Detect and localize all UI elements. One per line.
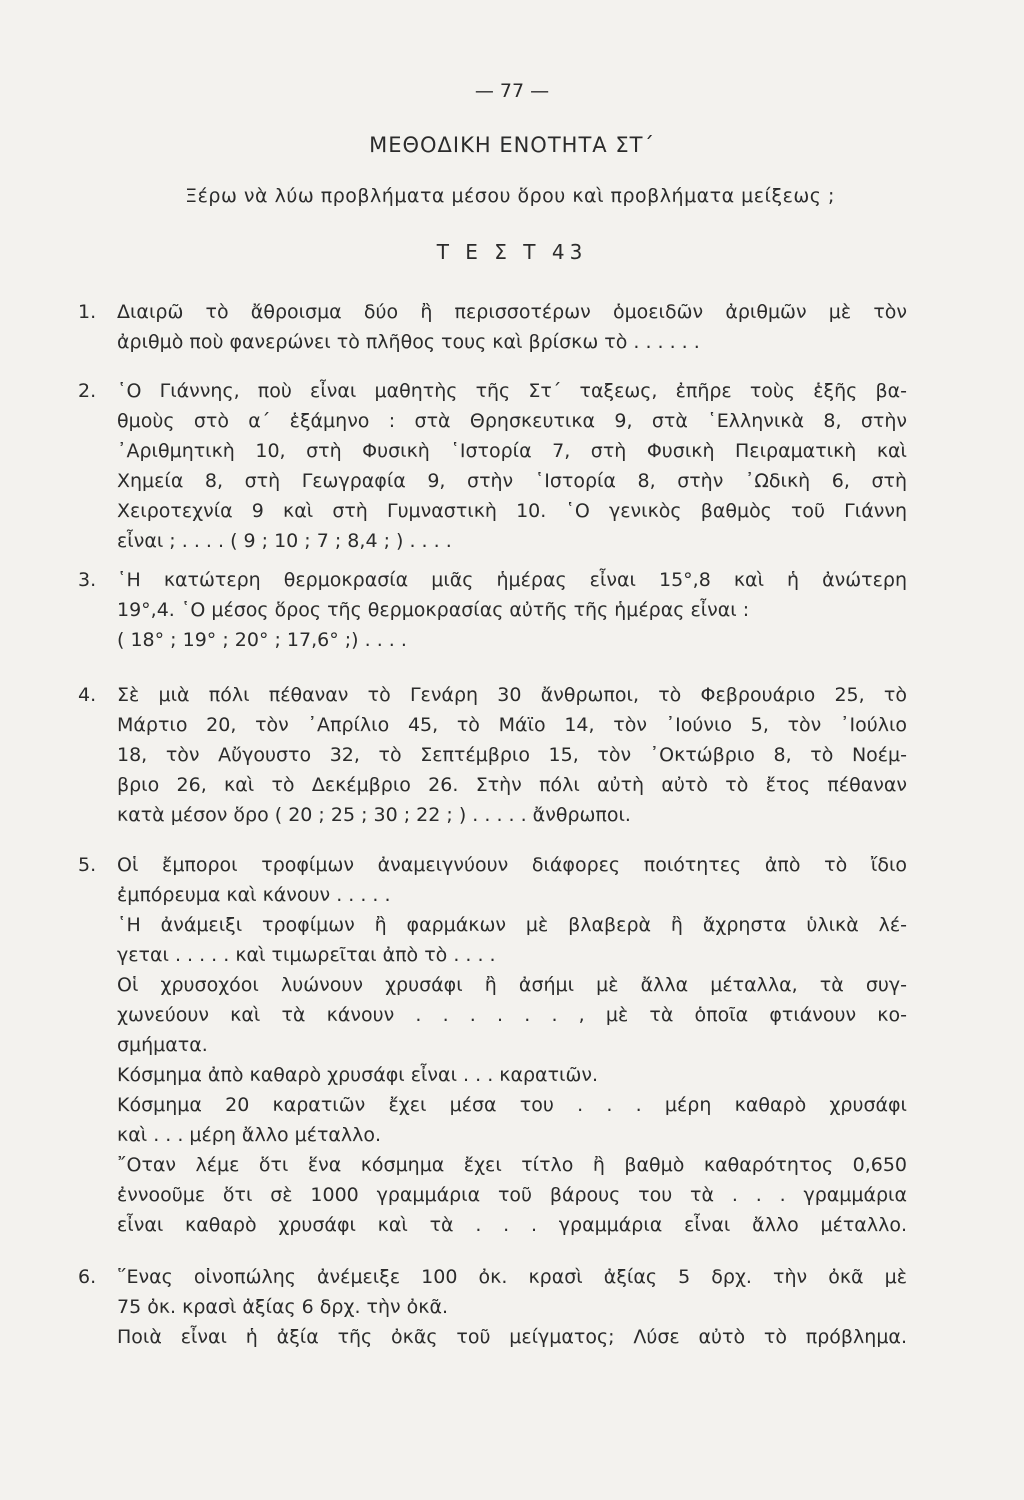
- text-line: Χημεία 8, στὴ Γεωγραφία 9, στὴν ῾Ιστορία 8, στὴν ᾽Ωδικὴ 6, στὴ: [117, 470, 907, 492]
- text-line: 18, τὸν Αὔγουστο 32, τὸ Σεπτέμβριο 15, τὸν ᾽Οκτώβριο 8, τὸ Νοέμ-: [117, 744, 907, 766]
- text-line: Χειροτεχνία 9 καὶ στὴ Γυμναστικὴ 10. ῾Ο γενικὸς βαθμὸς τοῦ Γιάννη: [117, 500, 907, 522]
- question-number: 2.: [78, 380, 97, 402]
- text-line: ῾Η ἀνάμειξι τροφίμων ἢ φαρμάκων μὲ βλαβερὰ ἢ ἄχρηστα ὑλικὰ λέ-: [117, 914, 907, 936]
- text-line: Ποιὰ εἶναι ἡ ἀξία τῆς ὀκᾶς τοῦ μείγματος; Λύσε αὐτὸ τὸ πρόβλημα.: [117, 1326, 907, 1348]
- text-line: ἐννοοῦμε ὅτι σὲ 1000 γραμμάρια τοῦ βάρους του τὰ . . . γραμμάρια: [117, 1184, 907, 1206]
- text-line: ῞Ενας οἰνοπώλης ἀνέμειξε 100 ὀκ. κρασὶ ἀξίας 5 δρχ. τὴν ὀκᾶ μὲ: [117, 1266, 907, 1288]
- text-line: καὶ . . . μέρη ἄλλο μέταλλο.: [117, 1124, 382, 1146]
- text-line: ῾Ο Γιάννης, ποὺ εἶναι μαθητὴς τῆς Στ΄ ταξεως, ἐπῆρε τοὺς ἑξῆς βα-: [117, 380, 907, 402]
- text-line: Οἱ ἔμποροι τροφίμων ἀναμειγνύουν διάφορες ποιότητες ἀπὸ τὸ ἴδιο: [117, 854, 907, 876]
- text-line: Κόσμημα 20 καρατιῶν ἔχει μέσα του . . . μέρη καθαρὸ χρυσάφι: [117, 1094, 907, 1116]
- test-title: Τ Ε Σ Τ 43: [436, 240, 588, 264]
- unit-title: ΜΕΘΟΔΙΚΗ ΕΝΟΤΗΤΑ ΣΤ΄: [369, 133, 655, 157]
- text-line: Διαιρῶ τὸ ἄθροισμα δύο ἢ περισσοτέρων ὁμοειδῶν ἀριθμῶν μὲ τὸν: [117, 301, 907, 323]
- page-number: — 77 —: [474, 80, 550, 102]
- question-number: 5.: [78, 854, 97, 876]
- text-line: εἶναι καθαρὸ χρυσάφι καὶ τὰ . . . γραμμάρια εἶναι ἄλλο μέταλλο.: [117, 1214, 907, 1236]
- question-number: 4.: [78, 684, 97, 706]
- text-line: Μάρτιο 20, τὸν ᾽Απρίλιο 45, τὸ Μάϊο 14, τὸν ᾽Ιούνιο 5, τὸν ᾽Ιούλιο: [117, 714, 907, 736]
- text-line: χωνεύουν καὶ τὰ κάνουν . . . . . . , μὲ τὰ ὁποῖα φτιάνουν κο-: [117, 1004, 907, 1026]
- text-line: κατὰ μέσον ὅρο ( 20 ; 25 ; 30 ; 22 ; ) . . . . . ἄνθρωποι.: [117, 804, 631, 826]
- text-line: γεται . . . . . καὶ τιμωρεῖται ἀπὸ τὸ . . . .: [117, 944, 496, 966]
- text-line: βριο 26, καὶ τὸ Δεκέμβριο 26. Στὴν πόλι αὐτὴ αὐτὸ τὸ ἔτος πέθαναν: [117, 774, 907, 796]
- text-line: ῾Η κατώτερη θερμοκρασία μιᾶς ἡμέρας εἶναι 15°,8 καὶ ἡ ἀνώτερη: [117, 569, 907, 591]
- question-number: 6.: [78, 1266, 97, 1288]
- text-line: 19°,4. ῾Ο μέσος ὅρος τῆς θερμοκρασίας αὐτῆς τῆς ἡμέρας εἶναι :: [117, 599, 750, 621]
- text-line: ἀριθμὸ ποὺ φανερώνει τὸ πλῆθος τους καὶ βρίσκω τὸ . . . . . .: [117, 331, 700, 353]
- question-number: 3.: [78, 569, 97, 591]
- text-line: Οἱ χρυσοχόοι λυώνουν χρυσάφι ἢ ἀσήμι μὲ ἄλλα μέταλλα, τὰ συγ-: [117, 974, 907, 996]
- text-line: Σὲ μιὰ πόλι πέθαναν τὸ Γενάρη 30 ἄνθρωποι, τὸ Φεβρουάριο 25, τὸ: [117, 684, 907, 706]
- text-line: εἶναι ; . . . . ( 9 ; 10 ; 7 ; 8,4 ; ) . . . .: [117, 530, 452, 552]
- text-line: ῎Οταν λέμε ὅτι ἕνα κόσμημα ἔχει τίτλο ἢ βαθμὸ καθαρότητος 0,650: [117, 1154, 907, 1176]
- text-line: Κόσμημα ἀπὸ καθαρὸ χρυσάφι εἶναι . . . καρατιῶν.: [117, 1064, 599, 1086]
- text-line: 75 ὀκ. κρασὶ ἀξίας 6 δρχ. τὴν ὀκᾶ.: [117, 1296, 449, 1318]
- text-line: ᾽Αριθμητικὴ 10, στὴ Φυσικὴ ῾Ιστορία 7, στὴ Φυσικὴ Πειραματικὴ καὶ: [117, 440, 907, 462]
- text-line: ( 18° ; 19° ; 20° ; 17,6° ;) . . . .: [117, 629, 407, 651]
- text-line: σμήματα.: [117, 1034, 208, 1056]
- subtitle: Ξέρω νὰ λύω προβλήματα μέσου ὅρου καὶ προβλήματα μείξεως ;: [185, 185, 835, 207]
- text-line: θμοὺς στὸ α΄ ἑξάμηνο : στὰ Θρησκευτικα 9, στὰ ῾Ελληνικὰ 8, στὴν: [117, 410, 907, 432]
- text-line: ἐμπόρευμα καὶ κάνουν . . . . .: [117, 884, 391, 906]
- question-number: 1.: [78, 301, 97, 323]
